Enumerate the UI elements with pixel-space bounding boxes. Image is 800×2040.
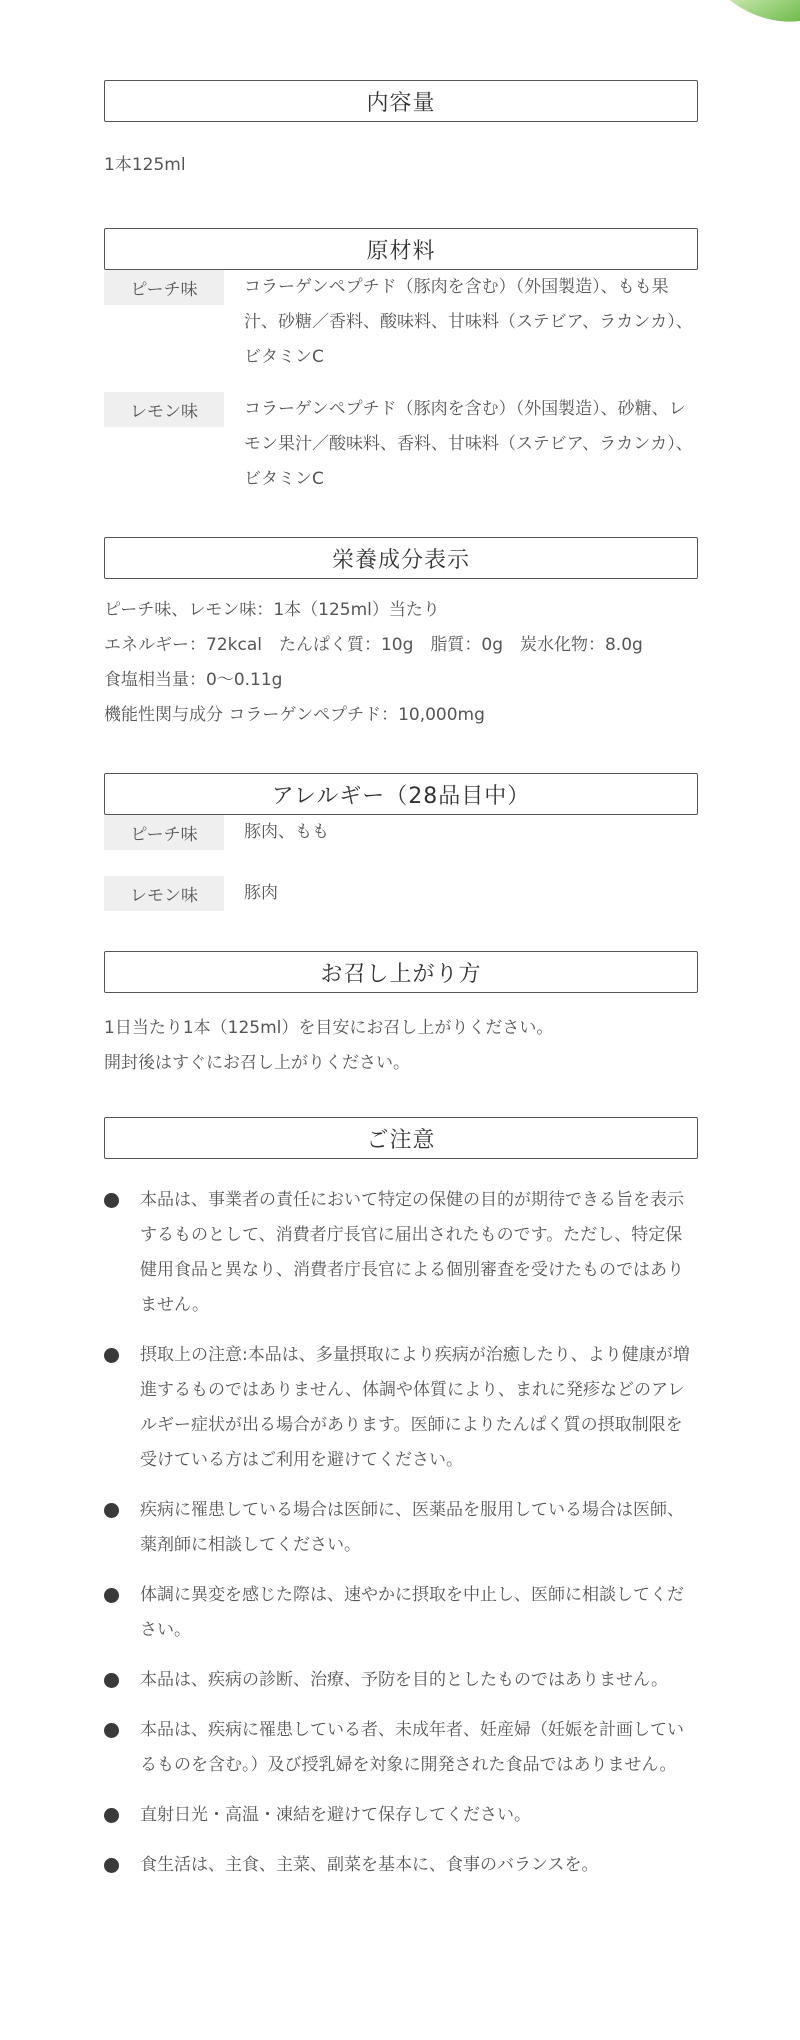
caution-text: 本品は、疾病の診断、治療、予防を目的としたものではありません。 xyxy=(140,1670,669,1690)
bullet-icon xyxy=(104,1663,140,1698)
bullet-icon xyxy=(104,1713,140,1748)
bullet-icon xyxy=(104,1493,140,1528)
allergy-row-lemon xyxy=(104,876,698,911)
allergy-title: アレルギー（28品目中） xyxy=(104,773,698,815)
caution-text: 本品は、疾病に罹患している者、未成年者、妊産婦（妊娠を計画しているものを含む。）及び授乳婦を対象に開発された食品ではありません。 xyxy=(140,1720,684,1775)
leaf-icon xyxy=(700,0,800,30)
allergy-row-peach xyxy=(104,815,698,850)
list-item xyxy=(104,1338,698,1478)
nutrition-lines xyxy=(104,593,698,733)
list-item xyxy=(104,1663,698,1698)
howto-section xyxy=(104,951,698,1081)
nutrition-section xyxy=(104,537,698,733)
bullet-icon xyxy=(104,1848,140,1883)
caution-text: 体調に異変を感じた際は、速やかに摂取を中止し、医師に相談してください。 xyxy=(140,1585,684,1640)
materials-section xyxy=(104,228,698,497)
caution-title: ご注意 xyxy=(104,1117,698,1159)
caution-text: 摂取上の注意:本品は、多量摂取により疾病が治癒したり、より健康が増進するものではありません、体調や体質により、まれに発疹などのアレルギー症状が出る場合があります。医師によりたんぱく質の摂取制限を受けている方はご利用を避けてください。 xyxy=(140,1345,690,1470)
materials-text: コラーゲンペプチド（豚肉を含む）（外国製造）、もも果汁、砂糖／香料、酸味料、甘味料（ステビア、ラカンカ）、ビタミンC xyxy=(244,277,693,367)
list-item xyxy=(104,1713,698,1783)
materials-row-lemon xyxy=(104,392,698,497)
bullet-icon xyxy=(104,1578,140,1613)
caution-section xyxy=(104,1117,698,1883)
list-item xyxy=(104,1183,698,1323)
howto-title: お召し上がり方 xyxy=(104,951,698,993)
caution-text: 直射日光・高温・凍結を避けて保存してください。 xyxy=(140,1805,531,1825)
nutrition-line: 食塩相当量：0〜0.11g xyxy=(104,670,283,690)
howto-line: 開封後はすぐにお召し上がりください。 xyxy=(104,1053,410,1073)
volume-title: 内容量 xyxy=(104,80,698,122)
caution-list xyxy=(104,1183,698,1883)
flavor-tag: ピーチ味 xyxy=(104,815,224,850)
materials-title: 原材料 xyxy=(104,228,698,270)
howto-line: 1日当たり1本（125ml）を目安にお召し上がりください。 xyxy=(104,1018,554,1038)
list-item xyxy=(104,1578,698,1648)
caution-text: 本品は、事業者の責任において特定の保健の目的が期待できる旨を表示するものとして、消費者庁長官に届出されたものです。ただし、特定保健用食品と異なり、消費者庁長官による個別審査を受けたものではありません。 xyxy=(140,1190,684,1315)
list-item xyxy=(104,1848,698,1883)
bullet-icon xyxy=(104,1183,140,1218)
howto-lines xyxy=(104,1011,698,1081)
caution-text: 疾病に罹患している場合は医師に、医薬品を服用している場合は医師、薬剤師に相談してください。 xyxy=(140,1500,684,1555)
materials-row-peach xyxy=(104,270,698,375)
flavor-tag: レモン味 xyxy=(104,392,224,427)
list-item xyxy=(104,1798,698,1833)
flavor-tag: ピーチ味 xyxy=(104,270,224,305)
nutrition-line: ピーチ味、レモン味：1本（125ml）当たり xyxy=(104,600,440,620)
bullet-icon xyxy=(104,1798,140,1833)
allergy-text: 豚肉 xyxy=(244,883,278,903)
volume-value: 1本125ml xyxy=(104,155,186,175)
nutrition-line: 機能性関与成分 コラーゲンペプチド：10,000mg xyxy=(104,705,485,725)
nutrition-title: 栄養成分表示 xyxy=(104,537,698,579)
bullet-icon xyxy=(104,1338,140,1373)
caution-text: 食生活は、主食、主菜、副菜を基本に、食事のバランスを。 xyxy=(140,1855,599,1875)
list-item xyxy=(104,1493,698,1563)
allergy-text: 豚肉、もも xyxy=(244,822,329,842)
allergy-section xyxy=(104,773,698,911)
materials-text: コラーゲンペプチド（豚肉を含む）（外国製造）、砂糖、レモン果汁／酸味料、香料、甘味料（ステビア、ラカンカ）、ビタミンC xyxy=(244,399,693,489)
flavor-tag: レモン味 xyxy=(104,876,224,911)
volume-section xyxy=(104,80,698,183)
product-details xyxy=(104,80,698,1898)
nutrition-line: エネルギー：72kcal たんぱく質：10g 脂質：0g 炭水化物：8.0g xyxy=(104,635,643,655)
